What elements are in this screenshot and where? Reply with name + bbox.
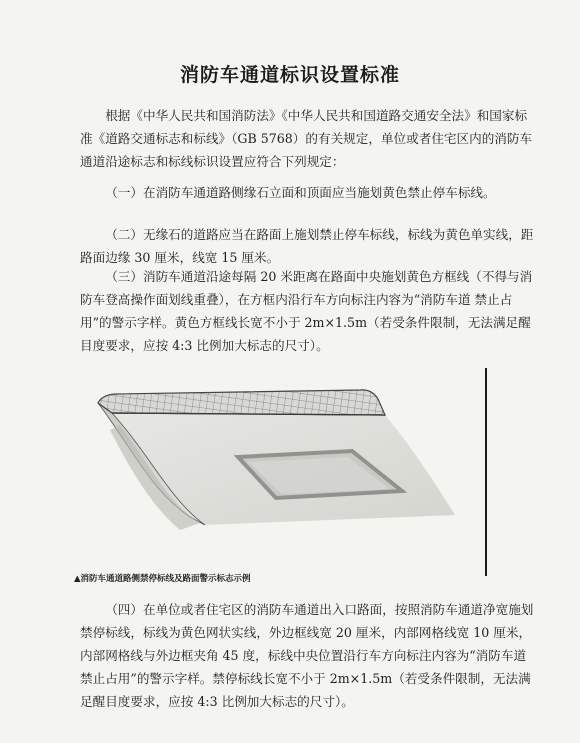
rule-3-paragraph: （三）消防车通道沿途每隔 20 米距离在路面中央施划黄色方框线（不得与消防车登高操作面划线重叠），在方框内沿行车方向标注内容为“消防车道 禁止占用”的警示字样。黄色方框线长宽不小于 2m×1.5m（若受条件限制，无法满足醒目度要求，应按 4:3 比例加大标志的尺寸）。: [80, 269, 533, 353]
rule-2-paragraph: （二）无缘石的道路应当在路面上施划禁止停车标线，标线为黄色单实线，距路面边缘 30 厘米，线宽 15 厘米。: [80, 227, 534, 265]
figure-caption: ▲消防车通道路侧禁停标线及路面警示标志示例: [74, 574, 251, 584]
curb-marking-illustration: [0, 365, 580, 580]
intro-paragraph: 根据《中华人民共和国消防法》《中华人民共和国道路交通安全法》和国家标准《道路交通标志和标线》（GB 5768）的有关规定，单位或者住宅区内的消防车通道沿途标志和标线标识设置应符合下列规定：: [80, 108, 533, 169]
rule-1-paragraph: （一）在消防车通道路侧缘石立面和顶面应当施划黄色禁止停车标线。: [105, 185, 496, 200]
vertical-rule-line: [485, 368, 487, 576]
rule-4-paragraph: （四）在单位或者住宅区的消防车通道出入口路面，按照消防车通道净宽施划禁停标线，标线为黄色网状实线，外边框线宽 20 厘米，内部网格线宽 10 厘米，内部网格线与外边框夹角 45 度，标线中央位置沿行车方向标注内容为“消防车道 禁止占用”的警示字样。禁停标线长宽不小于 2m×1.5m（若受条件限制，无法满足醒目度要求，应按 4:3 比例加大标志的尺寸）。: [80, 602, 534, 709]
document-title: 消防车通道标识设置标准: [179, 64, 400, 86]
curb-top-grid: [98, 390, 385, 415]
